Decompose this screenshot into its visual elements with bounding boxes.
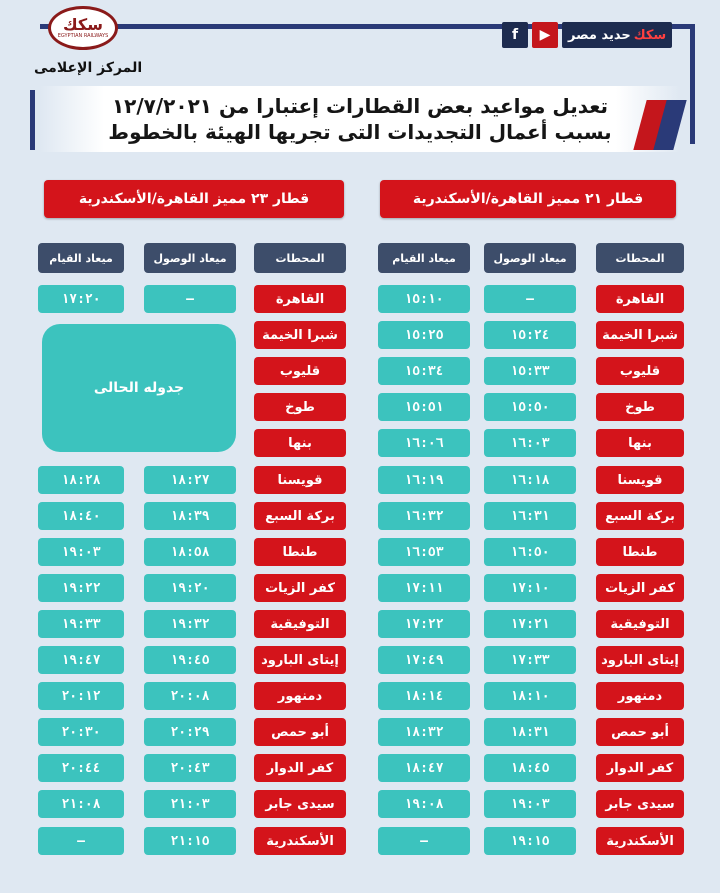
train23-station-cell: قويسنا	[254, 466, 346, 494]
train23-departure-cell: ٢٠:٣٠	[38, 718, 124, 746]
train-23-header: قطار ٢٣ مميز القاهرة/الأسكندرية	[44, 180, 344, 218]
brand-white-text: حديد مصر	[568, 27, 631, 43]
train-21-header: قطار ٢١ مميز القاهرة/الأسكندرية	[380, 180, 676, 218]
title-line-2: بسبب أعمال التجديدات التى تجريها الهيئة بالخطوط	[108, 120, 612, 144]
facebook-icon[interactable]: f	[502, 22, 528, 48]
title-line-1: تعديل مواعيد بعض القطارات إعتبارا من ١٢/٧/٢٠٢١	[111, 94, 609, 118]
train23-station-cell: طنطا	[254, 538, 346, 566]
train23-departure-cell: ٢٠:٤٤	[38, 754, 124, 782]
train21-station-cell: سيدى جابر	[596, 790, 684, 818]
frame-left-line	[30, 90, 35, 150]
train23-station-cell: التوفيقية	[254, 610, 346, 638]
train21-arrival-cell: ١٥:٥٠	[484, 393, 576, 421]
train21-departure-cell: ١٥:٣٤	[378, 357, 470, 385]
train21-departure-cell: ١٦:١٩	[378, 466, 470, 494]
train23-departure-cell: ١٧:٢٠	[38, 285, 124, 313]
train21-departure-cell: ١٩:٠٨	[378, 790, 470, 818]
train23-arrival-cell: ٢١:٠٣	[144, 790, 236, 818]
current-schedule-box	[42, 324, 236, 452]
train23-station-cell: شبرا الخيمة	[254, 321, 346, 349]
train23-station-cell: القاهرة	[254, 285, 346, 313]
train21-arrival-cell: ١٦:٣١	[484, 502, 576, 530]
train23-station-cell: كفر الزيات	[254, 574, 346, 602]
youtube-icon[interactable]: ▶	[532, 22, 558, 48]
train21-station-cell: شبرا الخيمة	[596, 321, 684, 349]
train21-station-cell: قليوب	[596, 357, 684, 385]
train21-station-cell: بركة السبع	[596, 502, 684, 530]
train21-arrival-cell: ١٥:٢٤	[484, 321, 576, 349]
train21-departure-cell: ١٧:٤٩	[378, 646, 470, 674]
train23-station-cell: بنها	[254, 429, 346, 457]
train23-arrival-cell: —	[144, 285, 236, 313]
train21-arrival-cell: ١٨:١٠	[484, 682, 576, 710]
train21-departure-cell: ١٥:٥١	[378, 393, 470, 421]
train21-arrival-cell: ١٨:٣١	[484, 718, 576, 746]
train23-departure-cell: ١٩:٢٢	[38, 574, 124, 602]
train21-station-cell: طوخ	[596, 393, 684, 421]
train21-departure-cell: ١٦:٠٦	[378, 429, 470, 457]
train23-arrival-cell: ٢١:١٥	[144, 827, 236, 855]
train21-arrival-cell: ١٩:١٥	[484, 827, 576, 855]
train21-arrival-cell: ١٩:٠٣	[484, 790, 576, 818]
social-bar	[502, 22, 672, 48]
train21-station-cell: كفر الزيات	[596, 574, 684, 602]
current-schedule-text: جدوله الحالى	[93, 379, 185, 396]
train21-departure-cell: ١٥:١٠	[378, 285, 470, 313]
media-center-label: المركز الإعلامى	[34, 60, 143, 76]
train23-departure-cell: —	[38, 827, 124, 855]
train21-arrival-cell: ١٧:١٠	[484, 574, 576, 602]
railways-logo	[48, 6, 118, 50]
train21-arrival-cell: ١٦:١٨	[484, 466, 576, 494]
train23-station-cell: قليوب	[254, 357, 346, 385]
train21-departure-cell: ١٧:٢٢	[378, 610, 470, 638]
train23-departure-cell: ١٩:٤٧	[38, 646, 124, 674]
train21-departure-cell: —	[378, 827, 470, 855]
train23-arrival-cell: ١٩:٢٠	[144, 574, 236, 602]
brand-red-text: سكك	[633, 27, 667, 43]
train21-station-cell: كفر الدوار	[596, 754, 684, 782]
t21-col-header-arrival: ميعاد الوصول	[484, 243, 576, 273]
train23-departure-cell: ١٩:٠٣	[38, 538, 124, 566]
train23-arrival-cell: ٢٠:٢٩	[144, 718, 236, 746]
train23-departure-cell: ١٩:٣٣	[38, 610, 124, 638]
train21-station-cell: قويسنا	[596, 466, 684, 494]
train21-station-cell: دمنهور	[596, 682, 684, 710]
logo-sub: EGYPTIAN RAILWAYS	[57, 33, 109, 39]
t23-col-header-stations: المحطات	[254, 243, 346, 273]
train21-station-cell: التوفيقية	[596, 610, 684, 638]
train23-arrival-cell: ١٨:٥٨	[144, 538, 236, 566]
frame-right-line	[690, 24, 695, 144]
t23-col-header-departure: ميعاد القيام	[38, 243, 124, 273]
brand-badge[interactable]	[562, 22, 672, 48]
train23-station-cell: كفر الدوار	[254, 754, 346, 782]
train23-station-cell: إيتاى البارود	[254, 646, 346, 674]
train23-arrival-cell: ١٩:٤٥	[144, 646, 236, 674]
train21-arrival-cell: ١٧:٢١	[484, 610, 576, 638]
train21-departure-cell: ١٦:٣٢	[378, 502, 470, 530]
train23-arrival-cell: ١٨:٣٩	[144, 502, 236, 530]
train21-arrival-cell: ١٧:٣٣	[484, 646, 576, 674]
train21-departure-cell: ١٦:٥٣	[378, 538, 470, 566]
train21-departure-cell: ١٧:١١	[378, 574, 470, 602]
t23-col-header-arrival: ميعاد الوصول	[144, 243, 236, 273]
train21-arrival-cell: ١٦:٥٠	[484, 538, 576, 566]
train23-station-cell: طوخ	[254, 393, 346, 421]
train23-departure-cell: ١٨:٢٨	[38, 466, 124, 494]
train21-departure-cell: ١٨:٣٢	[378, 718, 470, 746]
train21-station-cell: أبو حمص	[596, 718, 684, 746]
train23-departure-cell: ٢٠:١٢	[38, 682, 124, 710]
train21-arrival-cell: —	[484, 285, 576, 313]
logo-mark: سكك	[63, 15, 103, 34]
train23-station-cell: الأسكندرية	[254, 827, 346, 855]
title-band	[40, 86, 680, 152]
train21-station-cell: القاهرة	[596, 285, 684, 313]
train21-station-cell: إيتاى البارود	[596, 646, 684, 674]
train21-departure-cell: ١٥:٢٥	[378, 321, 470, 349]
train21-station-cell: طنطا	[596, 538, 684, 566]
train21-arrival-cell: ١٥:٣٣	[484, 357, 576, 385]
train21-arrival-cell: ١٦:٠٣	[484, 429, 576, 457]
train21-station-cell: بنها	[596, 429, 684, 457]
train23-departure-cell: ٢١:٠٨	[38, 790, 124, 818]
train23-station-cell: أبو حمص	[254, 718, 346, 746]
train23-station-cell: سيدى جابر	[254, 790, 346, 818]
t21-col-header-stations: المحطات	[596, 243, 684, 273]
train23-departure-cell: ١٨:٤٠	[38, 502, 124, 530]
train21-departure-cell: ١٨:١٤	[378, 682, 470, 710]
train23-arrival-cell: ٢٠:٠٨	[144, 682, 236, 710]
t21-col-header-departure: ميعاد القيام	[378, 243, 470, 273]
train21-arrival-cell: ١٨:٤٥	[484, 754, 576, 782]
train23-arrival-cell: ٢٠:٤٣	[144, 754, 236, 782]
train21-station-cell: الأسكندرية	[596, 827, 684, 855]
train21-departure-cell: ١٨:٤٧	[378, 754, 470, 782]
train23-arrival-cell: ١٩:٣٢	[144, 610, 236, 638]
train23-arrival-cell: ١٨:٢٧	[144, 466, 236, 494]
train23-station-cell: بركة السبع	[254, 502, 346, 530]
train23-station-cell: دمنهور	[254, 682, 346, 710]
